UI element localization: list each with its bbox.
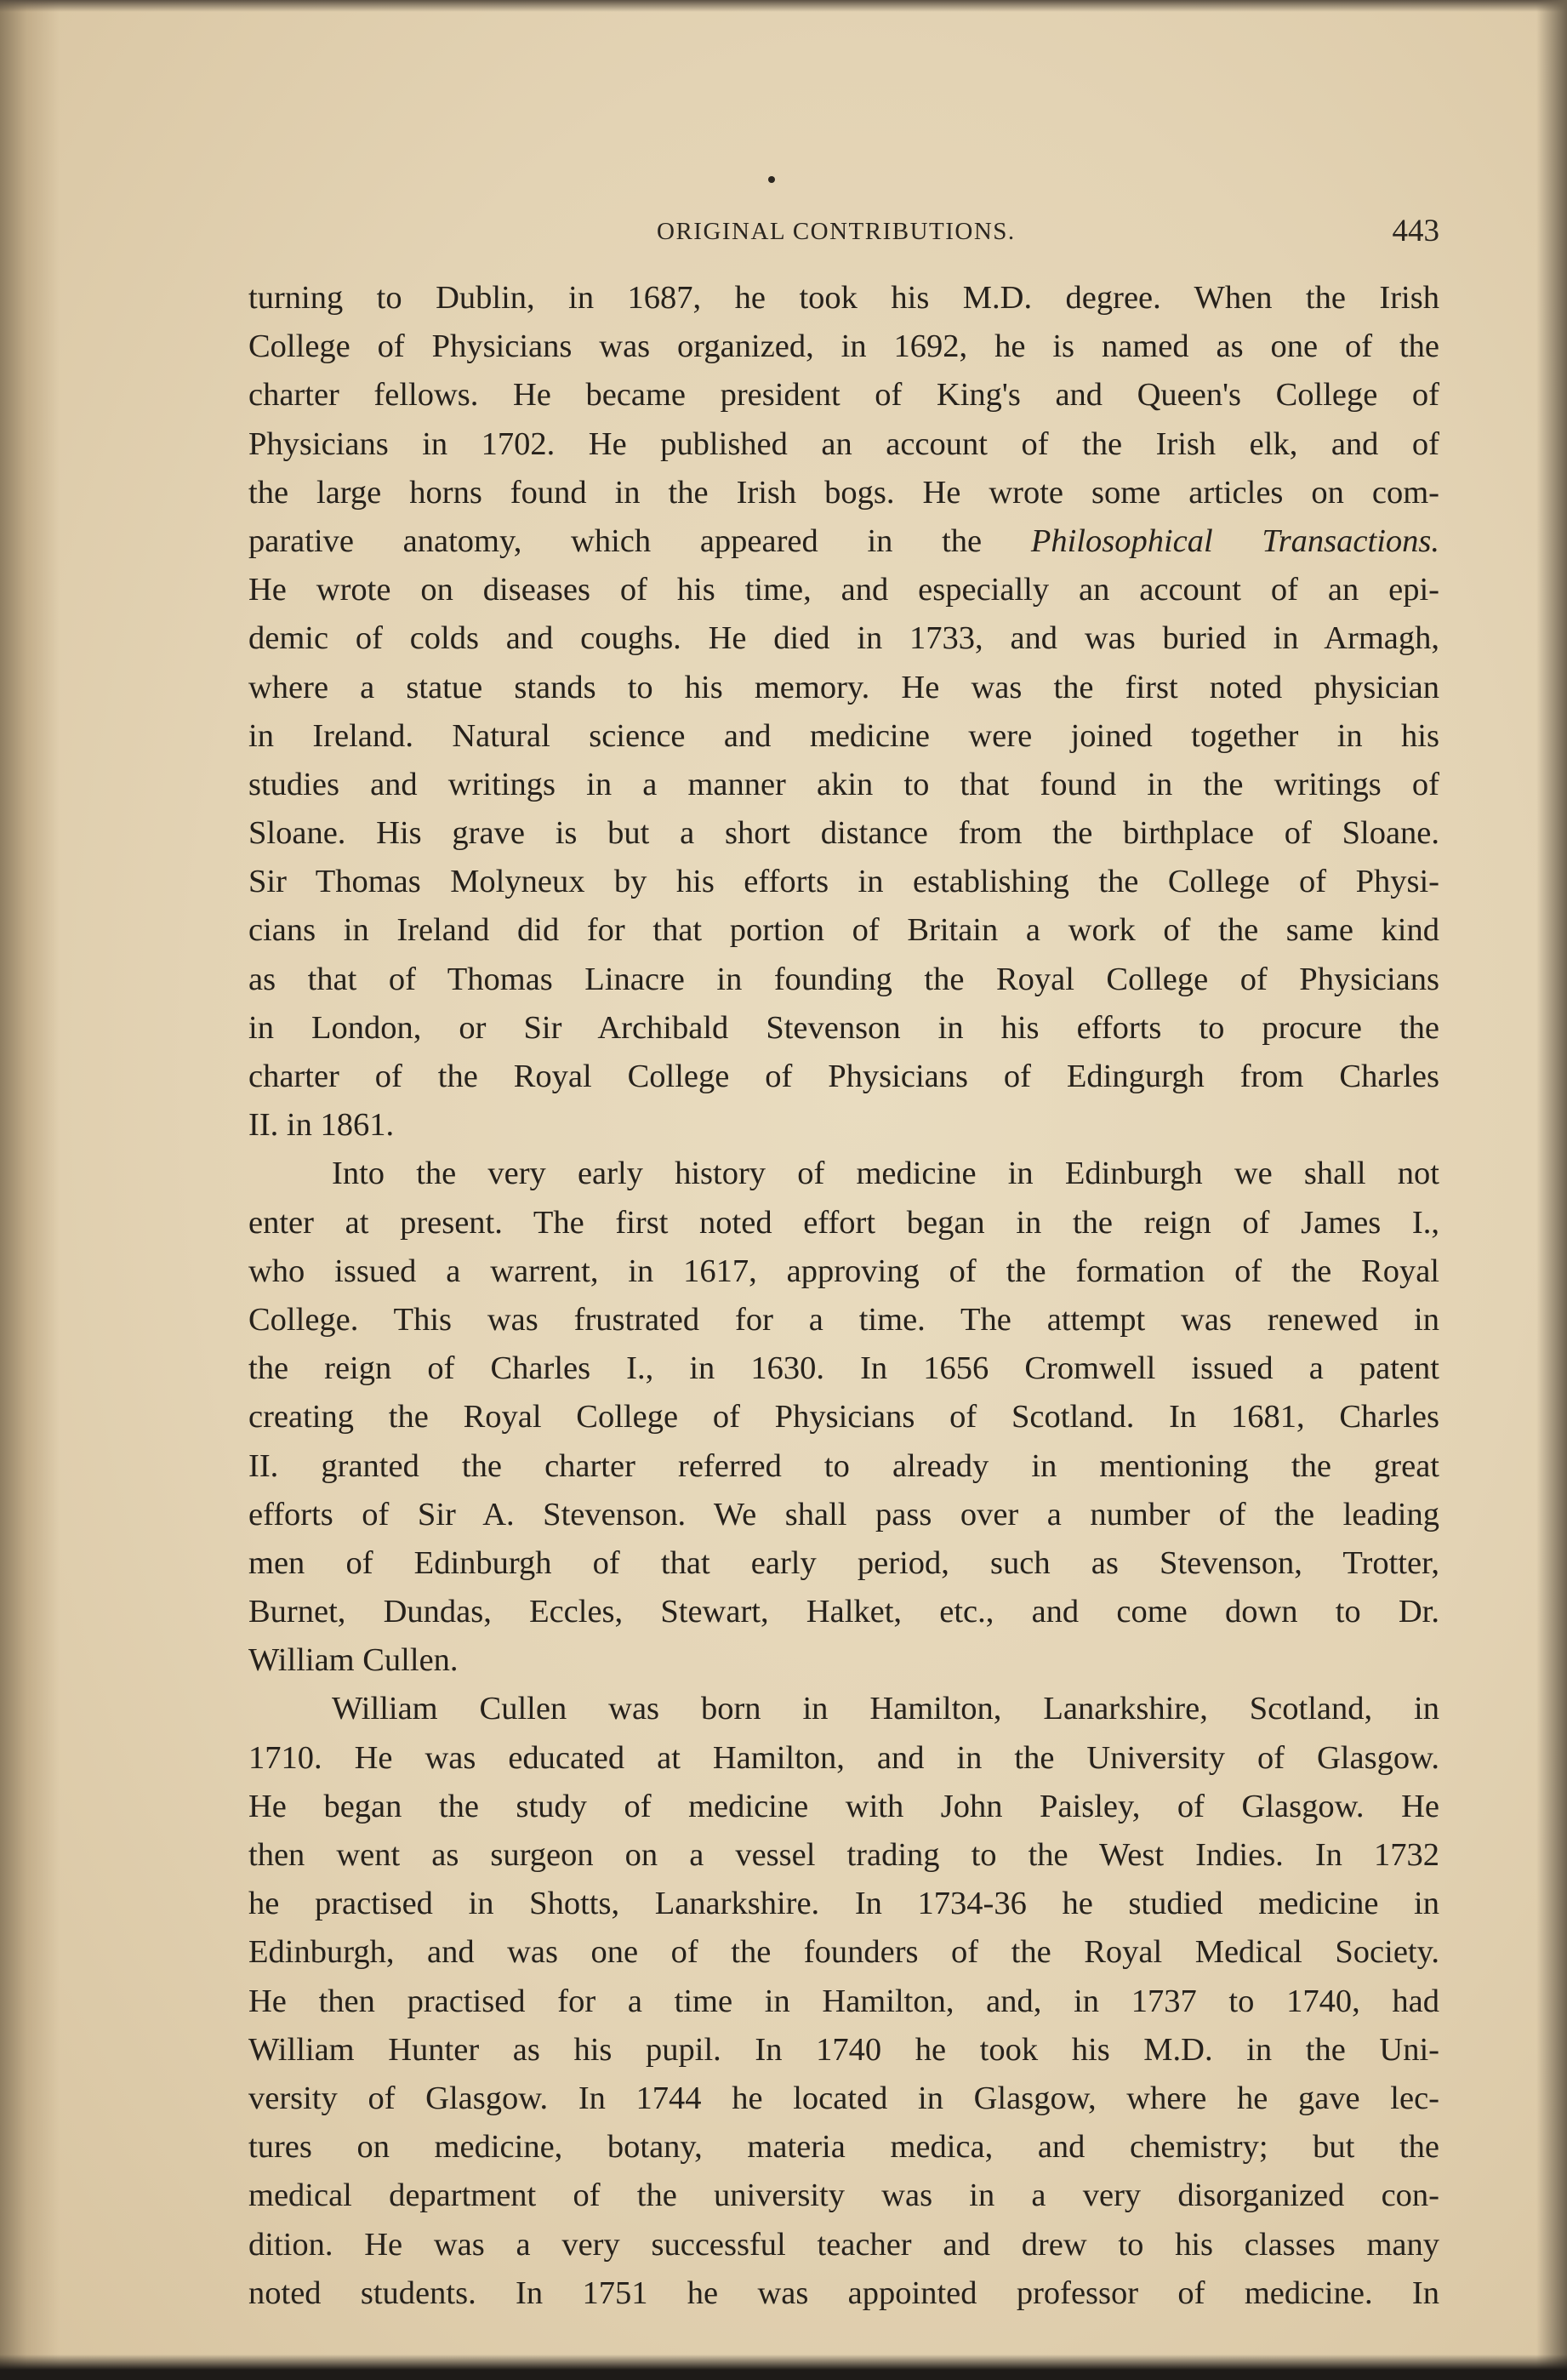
ink-dot: [768, 176, 775, 183]
text-line: tures on medicine, botany, materia medica, and chemistry; but the: [248, 2129, 1439, 2166]
text-line: College of Physicians was organized, in 1692, he is named as one of the: [248, 328, 1439, 365]
text-line: studies and writings in a manner akin to that found in the writings of: [248, 766, 1439, 802]
text-line: parative anatomy, which appeared in the Philosophical Transactions.: [248, 522, 1440, 559]
text-line: He then practised for a time in Hamilton, and, in 1737 to 1740, had: [248, 1983, 1439, 2019]
text-line: the reign of Charles I., in 1630. In 1656 Cromwell issued a patent: [248, 1350, 1439, 1387]
text-line: Sir Thomas Molyneux by his efforts in establishing the College of Physi-: [248, 864, 1439, 900]
body-text: [248, 274, 1439, 2318]
gutter-shadow: [0, 0, 60, 2380]
running-head: ORIGINAL CONTRIBUTIONS.: [657, 218, 1016, 245]
right-page-edge: [1536, 0, 1567, 2380]
text-line: who issued a warrent, in 1617, approving of the formation of the Royal: [248, 1253, 1439, 1289]
text-line: turning to Dublin, in 1687, he took his M.D. degree. When the Irish: [248, 280, 1439, 316]
top-page-edge: [0, 0, 1567, 12]
paragraph: [248, 274, 1439, 1150]
text-line: II. granted the charter referred to already in mentioning the great: [248, 1447, 1439, 1484]
text-line: where a statue stands to his memory. He was the first noted physician: [248, 669, 1439, 705]
text-line: he practised in Shotts, Lanarkshire. In 1734-36 he studied medicine in: [248, 1886, 1439, 1922]
bottom-page-edge: [0, 2354, 1567, 2380]
text-line: cians in Ireland did for that portion of Britain a work of the same kind: [248, 912, 1439, 949]
text-line: William Cullen was born in Hamilton, Lanarkshire, Scotland, in: [332, 1691, 1439, 1727]
text-line: in London, or Sir Archibald Stevenson in his efforts to procure the: [248, 1009, 1439, 1046]
text-line: Edinburgh, and was one of the founders of the Royal Medical Society.: [248, 1934, 1439, 1971]
text-line: as that of Thomas Linacre in founding the Royal College of Physicians: [248, 961, 1439, 997]
text-line: demic of colds and coughs. He died in 1733, and was buried in Armagh,: [248, 620, 1439, 657]
text-line: Physicians in 1702. He published an account of the Irish elk, and of: [248, 425, 1439, 462]
text-line: Sloane. His grave is but a short distance from the birthplace of Sloane.: [248, 815, 1439, 852]
text-line: in Ireland. Natural science and medicine were joined together in his: [248, 717, 1439, 754]
text-line: dition. He was a very successful teacher and drew to his classes many: [248, 2226, 1439, 2263]
text-line: charter of the Royal College of Physicians of Edingurgh from Charles: [248, 1059, 1439, 1094]
text-line: enter at present. The first noted effort began in the reign of James I.,: [248, 1204, 1439, 1241]
paragraph: [248, 1150, 1439, 1685]
text-line: William Hunter as his pupil. In 1740 he took his M.D. in the Uni-: [248, 2031, 1439, 2068]
page-header: [248, 208, 1439, 259]
text-line: men of Edinburgh of that early period, such as Stevenson, Trotter,: [248, 1544, 1439, 1581]
page-number: 443: [1392, 214, 1439, 248]
italic-title: Philosophical Transactions.: [1030, 522, 1440, 559]
text-line: creating the Royal College of Physicians of Scotland. In 1681, Charles: [248, 1399, 1439, 1435]
paragraph: [248, 1685, 1439, 2317]
text-line: efforts of Sir A. Stevenson. We shall pass over a number of the leading: [248, 1496, 1439, 1532]
text-line: then went as surgeon on a vessel trading to the West Indies. In 1732: [248, 1837, 1439, 1873]
text-line: College. This was frustrated for a time. The attempt was renewed in: [248, 1301, 1439, 1338]
text-line: Into the very early history of medicine in Edinburgh we shall not: [332, 1156, 1439, 1192]
text-line: 1710. He was educated at Hamilton, and in the University of Glasgow.: [248, 1739, 1439, 1776]
text-line: medical department of the university was in a very disorganized con-: [248, 2177, 1439, 2214]
text-line: He wrote on diseases of his time, and especially an account of an epi-: [248, 572, 1439, 608]
text-line: charter fellows. He became president of King's and Queen's College of: [248, 377, 1439, 414]
text-line: noted students. In 1751 he was appointed professor of medicine. In: [248, 2274, 1439, 2311]
text-line: the large horns found in the Irish bogs. He wrote some articles on com-: [248, 474, 1439, 511]
text-line: versity of Glasgow. In 1744 he located in Glasgow, where he gave lec-: [248, 2080, 1439, 2116]
text-line: William Cullen.: [248, 1642, 459, 1679]
text-line: He began the study of medicine with John Paisley, of Glasgow. He: [248, 1788, 1439, 1824]
text-line: II. in 1861.: [248, 1107, 395, 1144]
text-line: Burnet, Dundas, Eccles, Stewart, Halket, etc., and come down to Dr.: [248, 1594, 1439, 1630]
